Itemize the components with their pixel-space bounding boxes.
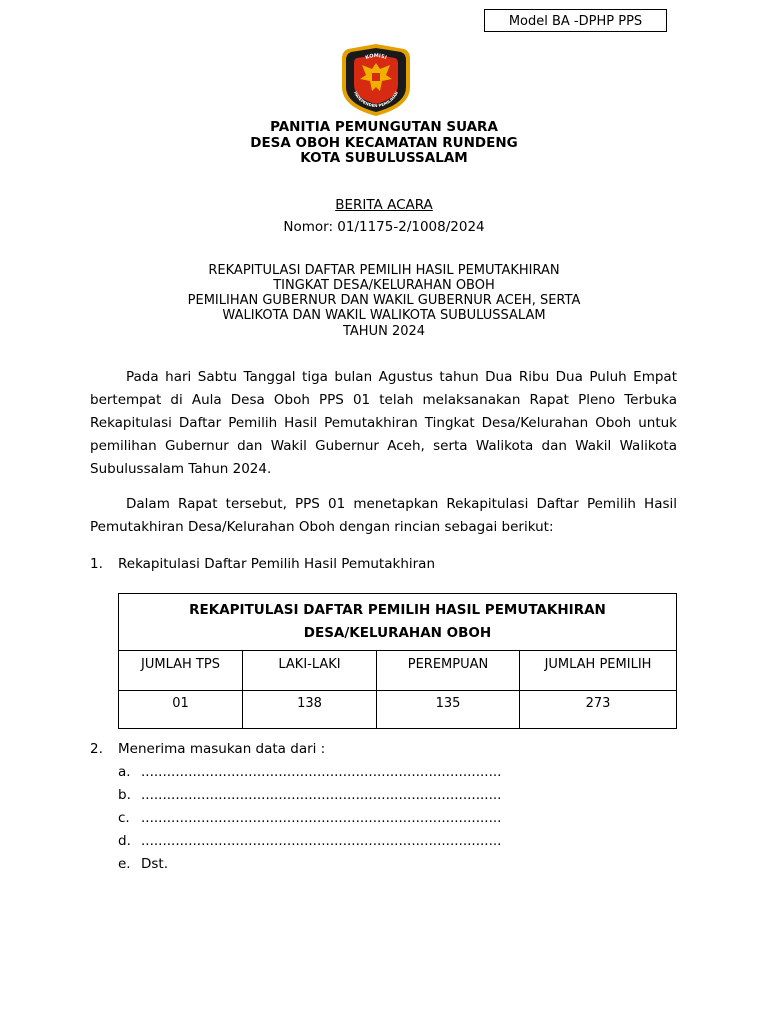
col-header-perempuan: PEREMPUAN — [377, 651, 520, 691]
list-item-2-text: Menerima masukan data dari : — [118, 741, 326, 757]
sub-item-b: b. .................................................................................... — [118, 787, 502, 803]
model-label: Model BA -DPHP PPS — [484, 9, 667, 32]
col-header-jumlah-tps: JUMLAH TPS — [119, 651, 243, 691]
table-title: REKAPITULASI DAFTAR PEMILIH HASIL PEMUTAKHIRAN DESA/KELURAHAN OBOH — [119, 594, 677, 651]
document-number: Nomor: 01/1175-2/1008/2024 — [283, 219, 485, 235]
subject-line-4: WALIKOTA DAN WAKIL WALIKOTA SUBULUSSALAM — [222, 308, 546, 323]
document-title: BERITA ACARA — [335, 197, 433, 213]
list-item-2-number: 2. — [90, 741, 103, 757]
decision-paragraph: Dalam Rapat tersebut, PPS 01 menetapkan Rekapitulasi Daftar Pemilih Hasil Pemutakhiran Desa/Kelurahan Oboh dengan rincian sebagai berikut: — [90, 496, 677, 535]
sub-item-e: e. Dst. — [118, 856, 169, 872]
list-item-1-number: 1. — [90, 556, 103, 572]
sub-item-d: d. .................................................................................... — [118, 833, 502, 849]
cell-jumlah-tps: 01 — [119, 691, 243, 729]
table-row — [119, 691, 677, 729]
col-header-laki-laki: LAKI-LAKI — [243, 651, 377, 691]
opening-paragraph: Pada hari Sabtu Tanggal tiga bulan Agustus tahun Dua Ribu Dua Puluh Empat bertempat di Aula Desa Oboh PPS 01 telah melaksanakan Rapat Pleno Terbuka Rekapitulasi Daftar Pemilih Hasil Pemutakhiran Tingkat Desa/Kelurahan Oboh untuk pemilihan Gubernur dan Wakil Gubernur Aceh, serta Walikota dan Wakil Walikota Subulussalam Tahun 2024. — [90, 369, 677, 477]
cell-jumlah-pemilih: 273 — [520, 691, 677, 729]
list-item-1-text: Rekapitulasi Daftar Pemilih Hasil Pemutakhiran — [118, 556, 435, 572]
subject-line-5: TAHUN 2024 — [342, 324, 426, 339]
svg-text:INDEPENDEN PEMILIHAN: INDEPENDEN PEMILIHAN — [352, 90, 400, 109]
svg-text:KOMISI: KOMISI — [364, 52, 388, 62]
col-header-jumlah-pemilih: JUMLAH PEMILIH — [520, 651, 677, 691]
header-line-1: PANITIA PEMUNGUTAN SUARA — [270, 119, 498, 135]
subject-line-1: REKAPITULASI DAFTAR PEMILIH HASIL PEMUTAKHIRAN — [208, 263, 560, 278]
sub-item-c: c. .................................................................................... — [118, 810, 502, 826]
kip-logo — [340, 43, 412, 117]
header-line-3: KOTA SUBULUSSALAM — [300, 150, 468, 166]
sub-item-a: a. .................................................................................... — [118, 764, 502, 780]
rekap-table — [118, 593, 677, 729]
cell-perempuan: 135 — [377, 691, 520, 729]
subject-line-2: TINGKAT DESA/KELURAHAN OBOH — [273, 278, 495, 293]
subject-line-3: PEMILIHAN GUBERNUR DAN WAKIL GUBERNUR ACEH, SERTA — [187, 293, 581, 308]
header-line-2: DESA OBOH KECAMATAN RUNDENG — [250, 135, 518, 151]
cell-laki-laki: 138 — [243, 691, 377, 729]
